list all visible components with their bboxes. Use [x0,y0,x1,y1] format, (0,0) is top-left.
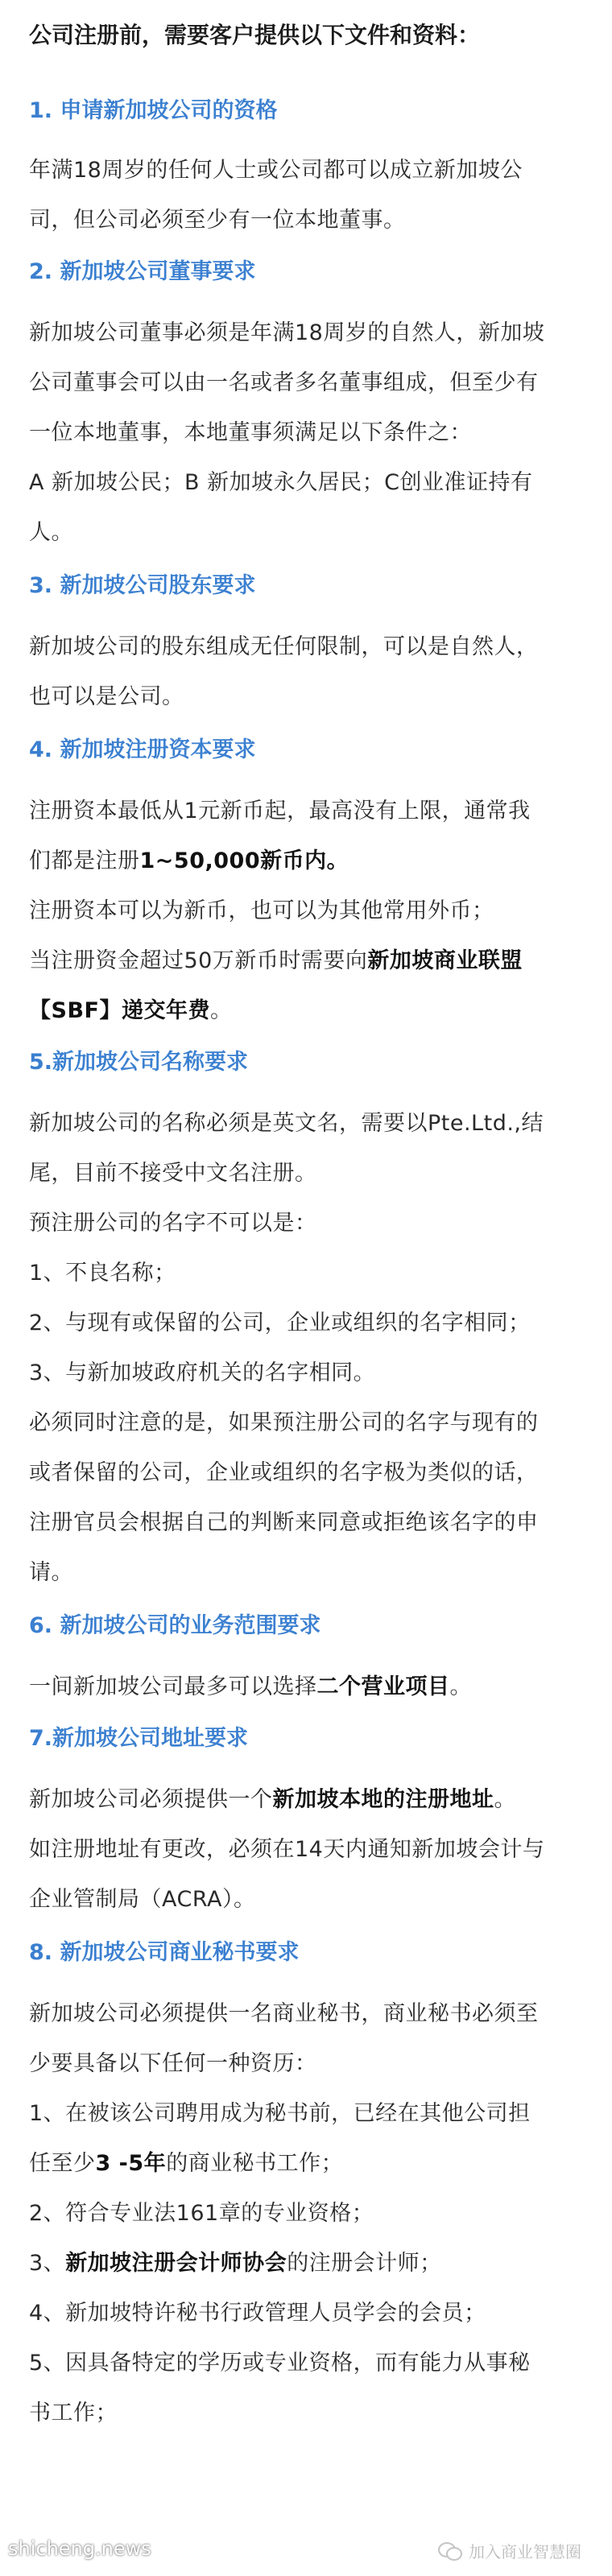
paragraph-line: 人。 [29,520,73,545]
paragraph-line: A 新加坡公民；B 新加坡永久居民；C创业准证持有 [29,470,533,495]
paragraph-line: 1、不良名称； [29,1261,176,1286]
paragraph-line: 3、与新加坡政府机关的名字相同。 [29,1360,376,1385]
paragraph-line: 也可以是公司。 [29,684,184,709]
intro-text: 公司注册前，需要客户提供以下文件和资料： [29,22,481,48]
section-heading: 6. 新加坡公司的业务范围要求 [29,1613,321,1638]
paragraph-line: 年满18周岁的任何人士或公司都可以成立新加坡公 [29,158,523,183]
paragraph-line: 新加坡公司董事必须是年满18周岁的自然人，新加坡 [29,320,545,345]
paragraph-line: 少要具备以下任何一种资历： [29,2051,317,2076]
paragraph-line: 企业管制局（ACRA）。 [29,1887,256,1912]
section-heading: 3. 新加坡公司股东要求 [29,573,256,598]
paragraph-line: 新加坡公司必须提供一名商业秘书，商业秘书必须至 [29,2001,539,2026]
paragraph-line: 任至少3 -5年的商业秘书工作； [29,2151,344,2176]
paragraph-line: 4、新加坡特许秘书行政管理人员学会的会员； [29,2301,486,2326]
paragraph-line: 书工作； [29,2401,118,2425]
section-heading: 1. 申请新加坡公司的资格 [29,98,278,123]
paragraph-line: 注册资本可以为新币，也可以为其他常用外币； [29,898,494,923]
account-watermark [438,2539,581,2562]
paragraph-line: 如注册地址有更改，必须在14天内通知新加坡会计与 [29,1837,545,1862]
paragraph-line: 必须同时注意的是，如果预注册公司的名字与现有的 [29,1410,539,1435]
paragraph-line: 注册官员会根据自己的判断来同意或拒绝该名字的申 [29,1510,539,1535]
paragraph-line: 请。 [29,1560,73,1585]
paragraph-line: 3、新加坡注册会计师协会的注册会计师； [29,2251,442,2276]
paragraph-line: 新加坡公司的名称必须是英文名，需要以Pte.Ltd.,结 [29,1111,544,1136]
section-heading: 7.新加坡公司地址要求 [29,1726,249,1751]
paragraph-line: 5、因具备特定的学历或专业资格，而有能力从事秘 [29,2351,531,2376]
section-heading: 4. 新加坡注册资本要求 [29,737,256,762]
paragraph-line: 当注册资金超过50万新币时需要向新加坡商业联盟 [29,948,523,973]
paragraph-line: 新加坡公司必须提供一个新加坡本地的注册地址。 [29,1787,516,1812]
footer [0,2528,612,2576]
section-heading: 5.新加坡公司名称要求 [29,1050,249,1075]
paragraph-line: 公司董事会可以由一名或者多名董事组成，但至少有 [29,370,539,395]
paragraph-line: 或者保留的公司，企业或组织的名字极为类似的话， [29,1460,539,1485]
paragraph-line: 一间新加坡公司最多可以选择二个营业项目。 [29,1674,472,1699]
paragraph-line: 预注册公司的名字不可以是： [29,1211,317,1236]
paragraph-line: 新加坡公司的股东组成无任何限制，可以是自然人， [29,634,539,659]
paragraph-line: 1、在被该公司聘用成为秘书前，已经在其他公司担 [29,2101,531,2126]
paragraph-line: 一位本地董事，本地董事须满足以下条件之： [29,420,472,445]
paragraph-line: 【SBF】递交年费。 [29,998,233,1023]
paragraph-line: 2、符合专业法161章的专业资格； [29,2201,374,2226]
paragraph-line: 注册资本最低从1元新币起，最高没有上限，通常我 [29,799,531,824]
account-name: 加入商业智慧圈 [469,2542,581,2562]
paragraph-line: 们都是注册1~50,000新币内。 [29,848,349,873]
section-heading: 2. 新加坡公司董事要求 [29,259,256,284]
paragraph-line: 2、与现有或保留的公司，企业或组织的名字相同； [29,1311,531,1335]
paragraph-line: 司，但公司必须至少有一位本地董事。 [29,208,406,233]
section-heading: 8. 新加坡公司商业秘书要求 [29,1940,300,1965]
site-watermark: shicheng.news [8,2537,151,2560]
wechat-icon [438,2542,462,2560]
paragraph-line: 尾，目前不接受中文名注册。 [29,1161,317,1186]
